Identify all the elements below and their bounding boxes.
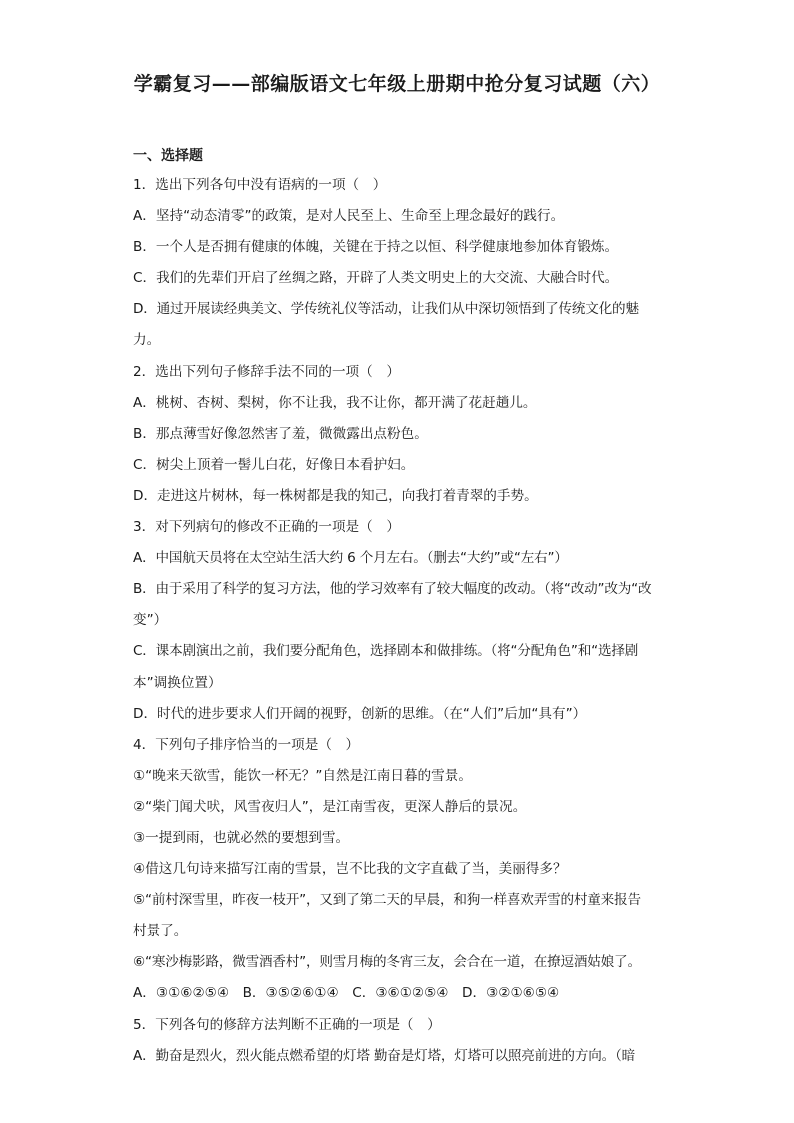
text-line: D．通过开展读经典美文、学传统礼仪等活动，让我们从中深切领悟到了传统文化的魅 (133, 301, 639, 318)
text-line: B．那点薄雪好像忽然害了羞，微微露出点粉色。 (133, 425, 428, 442)
text-line: ③一提到雨，也就必然的要想到雪。 (133, 829, 350, 846)
text-line: 1．选出下列各句中没有语病的一项（ ） (133, 177, 387, 193)
text-line: D．时代的进步要求人们开阔的视野，创新的思维。（在“人们”后加“具有”） (133, 705, 587, 722)
text-line: 5．下列各句的修辞方法判断不正确的一项是（ ） (133, 1016, 441, 1033)
text-line: 村景了。 (133, 923, 188, 940)
text-line: C．课本剧演出之前，我们要分配角色，选择剧本和做排练。（将“分配角色”和“选择剧 (133, 643, 639, 660)
text-line: ⑤“前村深雪里，昨夜一枝开”，又到了第二天的早晨，和狗一样喜欢弄雪的村童来报告 (133, 892, 641, 909)
text-line: A．桃树、杏树、梨树，你不让我，我不让你，都开满了花赶趟儿。 (133, 394, 537, 411)
text-line: A．勤奋是烈火，烈火能点燃希望的灯塔 勤奋是灯塔，灯塔可以照亮前进的方向。（暗 (133, 1047, 635, 1064)
section-heading: 一、选择题 (133, 148, 203, 164)
text-line: ⑥“寒沙梅影路，微雪酒香村”，则雪月梅的冬宵三友，会合在一道，在撩逗酒姑娘了。 (133, 954, 641, 971)
answer-options: A．③①⑥②⑤④ B．③⑤②⑥①④ C．③⑥①②⑤④ D．③②①⑥⑤④ (133, 985, 560, 1002)
text-line: A．中国航天员将在太空站生活大约 6 个月左右。（删去“大约”或“左右”） (133, 550, 568, 567)
text-line: A．坚持“动态清零”的政策，是对人民至上、生命至上理念最好的践行。 (133, 208, 565, 225)
text-line: 力。 (133, 332, 161, 349)
text-line: B．由于采用了科学的复习方法，他的学习效率有了较大幅度的改动。（将“改动”改为“改 (133, 581, 652, 598)
text-line: D．走进这片树林，每一株树都是我的知己，向我打着青翠的手势。 (133, 487, 538, 504)
text-line: ④借这几句诗来描写江南的雪景，岂不比我的文字直截了当，美丽得多？ (133, 861, 567, 878)
text-line: 本”调换位置） (133, 674, 222, 691)
page-title: 学霸复习——部编版语文七年级上册期中抢分复习试题（六） (133, 73, 661, 95)
text-line: ②“柴门闻犬吠，风雪夜归人”，是江南雪夜，更深人静后的景况。 (133, 798, 527, 815)
text-line: 4．下列句子排序恰当的一项是（ ） (133, 736, 360, 753)
text-line: B．一个人是否拥有健康的体魄，关键在于持之以恒、科学健康地参加体育锻炼。 (133, 239, 619, 256)
question-lines (133, 170, 663, 1072)
text-line: C．树尖上顶着一髻儿白花，好像日本看护妇。 (133, 456, 415, 473)
text-line: C．我们的先辈们开启了丝绸之路，开辟了人类文明史上的大交流、大融合时代。 (133, 270, 619, 287)
text-line: 3．对下列病句的修改不正确的一项是（ ） (133, 519, 400, 536)
text-line: 变”） (133, 612, 168, 629)
text-line: 2．选出下列句子修辞手法不同的一项（ ） (133, 363, 400, 380)
text-line: ①“晚来天欲雪，能饮一杯无？”自然是江南日暮的雪景。 (133, 767, 472, 784)
